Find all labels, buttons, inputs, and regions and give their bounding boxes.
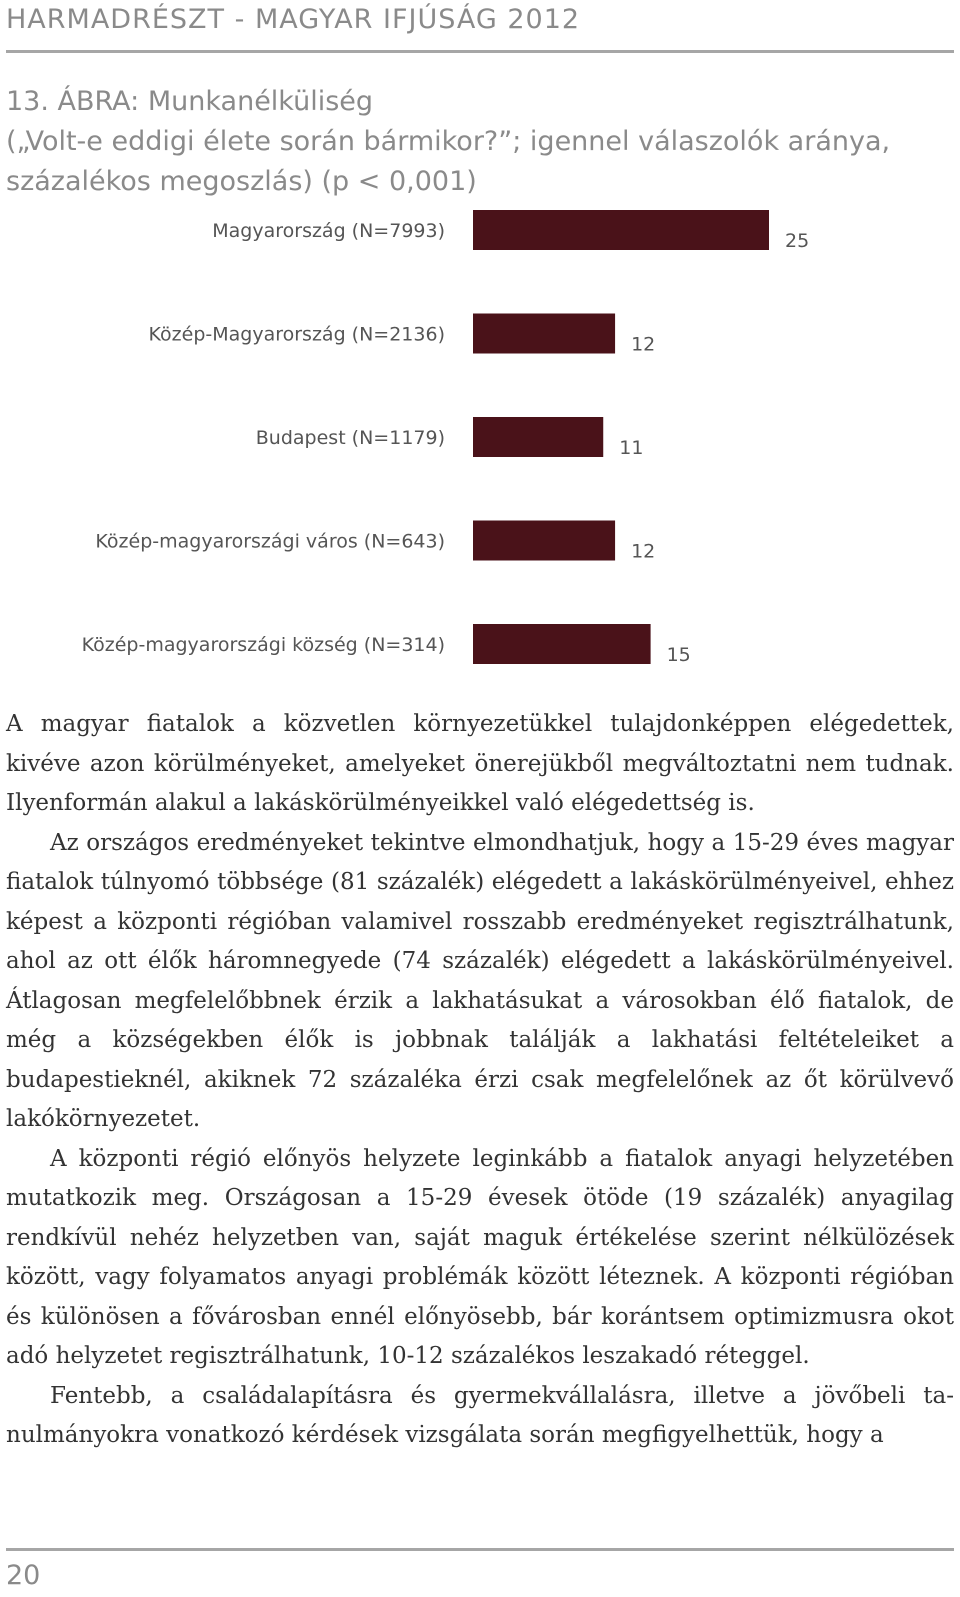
category-label: Közép-magyarországi város (N=643) [95, 530, 445, 553]
figure-title-line: százalékos megoszlás) (p < 0,001) [6, 166, 477, 197]
body-text [6, 705, 954, 1456]
unemployment-bar-chart [0, 200, 960, 680]
footer-rule [6, 1548, 954, 1551]
figure-title-line: („Volt-e eddigi élete során bármikor?”; igennel válaszolók aránya, [6, 126, 891, 157]
bar [473, 210, 769, 250]
page-number: 20 [6, 1560, 41, 1591]
bar [473, 417, 603, 457]
category-label: Közép-magyarországi község (N=314) [81, 634, 445, 656]
data-label: 15 [666, 644, 691, 666]
body-paragraph: Az országos eredményeket tekintve elmondhatjuk, hogy a 15-29 éves magyar fiatalok túlnyomó többsége (81 százalék) elégedett a lakáskörülményeivel, ehhez képest a központi régióban valamivel rosszabb eredményeket regisztrálhatunk, ahol az ott élők háromnegyede (74 százalék) elégedett a lakáskörülményeivel. Átlagosan megfelelőbbnek érzik a lakhatásukat a városokban élő fiatalok, de még a községekben élők is jobbnak találják a lakhatási feltételeiket a budapestieknél, akiknek 72 százaléka érzi csak megfelelőnek az őt körülvevő lakókörnyezetet. [6, 829, 954, 1132]
running-header: HARMADRÉSZT - MAGYAR IFJÚSÁG 2012 [6, 4, 581, 35]
bar [473, 624, 651, 664]
data-label: 25 [785, 230, 810, 252]
bar [473, 521, 615, 561]
bar [473, 314, 615, 354]
category-label: Budapest (N=1179) [255, 427, 445, 449]
category-label: Magyarország (N=7993) [212, 220, 445, 242]
figure-title-line: 13. ÁBRA: Munkanélküliség [6, 86, 374, 117]
figure-title [6, 82, 906, 202]
data-label: 12 [631, 540, 656, 563]
data-label: 11 [619, 437, 644, 459]
data-label: 12 [631, 333, 656, 356]
body-paragraph: A magyar fiatalok a közvetlen környezetükkel tulajdonképpen elégedettek, kivéve azon körülményeket, amelyeket önerejükből megváltoztatni nem tudnak. Ilyenformán alakul a lakáskörülményeikkel való elégedettség is. [6, 711, 954, 816]
body-paragraph: A központi régió előnyös helyzete leginkább a fiatalok anyagi helyzetében mutatkozik meg. Országosan a 15-29 évesek ötöde (19 százalék) anyagilag rendkívül nehéz helyzetben van, saját maguk értékelése szerint nélkülözések között, vagy folyamatos anyagi problémák között léteznek. A központi régióban és különösen a fővárosban ennél előnyösebb, bár korántsem optimizmusra okot adó helyzetet regisztrálhatunk, 10-12 százalékos leszakadó réteggel. [6, 1145, 954, 1369]
category-label: Közép-Magyarország (N=2136) [148, 323, 445, 346]
body-paragraph: Fentebb, a családalapításra és gyermekvállalásra, illetve a jövőbeli tanulmányokra vonatkozó kérdések vizsgálata során megfigyelhettük, hogy a [6, 1382, 954, 1448]
header-rule [6, 50, 954, 53]
